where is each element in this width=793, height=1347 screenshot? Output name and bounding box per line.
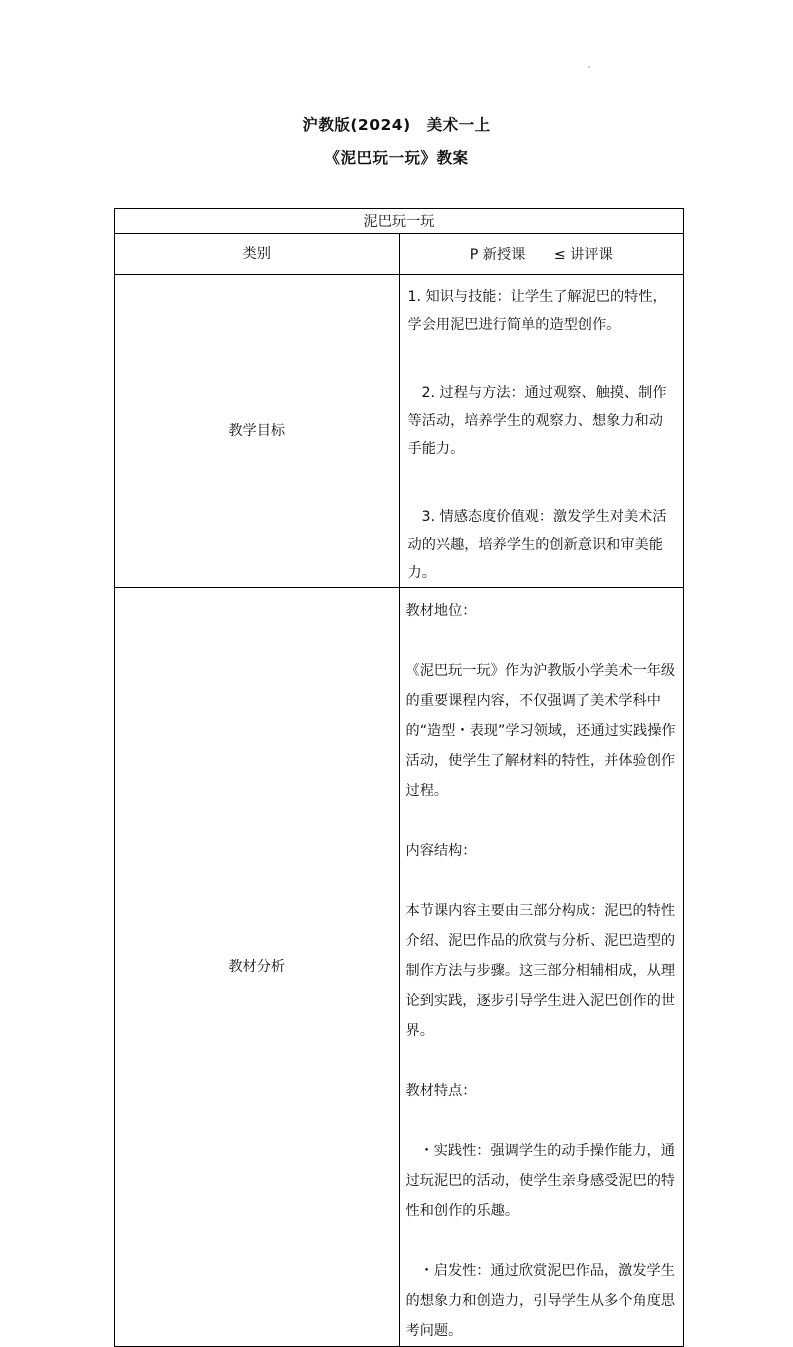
category-option-review: ≤ 讲评课 bbox=[553, 247, 613, 263]
goal-item: 1. 知识与技能：让学生了解泥巴的特性，学会用泥巴进行简单的造型创作。 bbox=[407, 289, 667, 333]
analysis-heading: 教材特点： bbox=[405, 1083, 477, 1099]
category-option-new: P 新授课 bbox=[469, 247, 526, 263]
goals-label: 教学目标 bbox=[115, 275, 400, 588]
analysis-heading: 教材地位： bbox=[405, 603, 477, 619]
analysis-feature: ・启发性：通过欣赏泥巴作品，激发学生的想象力和创造力，引导学生从多个角度思考问题。 bbox=[405, 1263, 676, 1339]
analysis-paragraph: 本节课内容主要由三部分构成：泥巴的特性介绍、泥巴作品的欣赏与分析、泥巴造型的制作方法与步骤。这三部分相辅相成，从理论到实践，逐步引导学生进入泥巴创作的世界。 bbox=[405, 903, 676, 1039]
goals-content bbox=[399, 275, 684, 588]
analysis-label: 教材分析 bbox=[115, 588, 400, 1347]
analysis-feature: ・实践性：强调学生的动手操作能力，通过玩泥巴的活动，使学生亲身感受泥巴的特性和创作的乐趣。 bbox=[405, 1143, 676, 1219]
category-options bbox=[399, 234, 684, 275]
document-title: 《泥巴玩一玩》教案 bbox=[324, 149, 469, 167]
analysis-content bbox=[399, 588, 684, 1347]
goal-item: 3. 情感态度价值观：激发学生对美术活动的兴趣，培养学生的创新意识和审美能力。 bbox=[407, 509, 667, 581]
category-row bbox=[115, 234, 684, 275]
lesson-plan-table bbox=[114, 208, 684, 1347]
goal-item: 2. 过程与方法：通过观察、触摸、制作等活动，培养学生的观察力、想象力和动手能力。 bbox=[407, 385, 667, 457]
table-header-row bbox=[115, 209, 684, 234]
analysis-row bbox=[115, 588, 684, 1347]
scan-dot bbox=[588, 66, 590, 68]
category-label: 类别 bbox=[115, 234, 400, 275]
analysis-paragraph: 《泥巴玩一玩》作为沪教版小学美术一年级的重要课程内容，不仅强调了美术学科中的“造型・表现”学习领域，还通过实践操作活动，使学生了解材料的特性，并体验创作过程。 bbox=[405, 663, 676, 799]
document-subtitle: 沪教版(2024) 美术一上 bbox=[302, 116, 491, 134]
goals-row bbox=[115, 275, 684, 588]
analysis-heading: 内容结构： bbox=[405, 843, 477, 859]
table-title: 泥巴玩一玩 bbox=[115, 209, 684, 234]
